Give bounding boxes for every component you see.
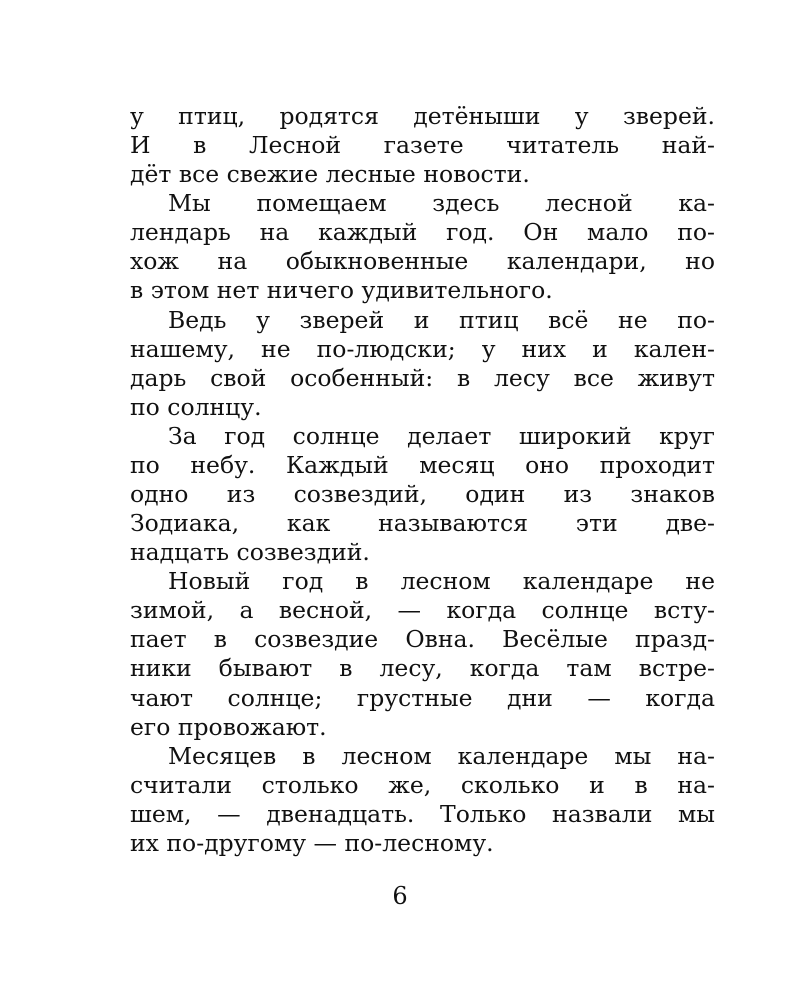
text-line: пает в созвездие Овна. Весёлые празд-: [130, 625, 715, 653]
page-number: 6: [392, 882, 408, 910]
paragraph-first-line: Мы помещаем здесь лесной ка-: [168, 189, 715, 217]
text-line: лендарь на каждый год. Он мало по-: [130, 218, 715, 246]
text-line: зимой, а весной, — когда солнце всту-: [130, 596, 715, 624]
text-line: его провожают.: [130, 713, 327, 741]
text-line: по солнцу.: [130, 393, 262, 421]
text-line: И в Лесной газете читатель най-: [130, 131, 715, 159]
paragraph-first-line: Новый год в лесном календаре не: [168, 567, 715, 595]
text-line: надцать созвездий.: [130, 538, 370, 566]
text-line: в этом нет ничего удивительного.: [130, 276, 553, 304]
paragraph-first-line: За год солнце делает широкий круг: [168, 422, 715, 450]
text-line: по небу. Каждый месяц оно проходит: [130, 451, 715, 479]
text-line: хож на обыкновенные календари, но: [130, 247, 715, 275]
text-line: Зодиака, как называются эти две-: [130, 509, 715, 537]
text-line: их по-другому — по-лесному.: [130, 829, 494, 857]
text-line: чают солнце; грустные дни — когда: [130, 684, 715, 712]
text-line: шем, — двенадцать. Только назвали мы: [130, 800, 715, 828]
paragraph-first-line: Месяцев в лесном календаре мы на-: [168, 742, 715, 770]
text-line: дарь свой особенный: в лесу все живут: [130, 364, 715, 392]
text-line: нашему, не по-людски; у них и кален-: [130, 335, 715, 363]
text-line: у птиц, родятся детёныши у зверей.: [130, 102, 715, 130]
paragraph-first-line: Ведь у зверей и птиц всё не по-: [168, 306, 715, 334]
text-line: дёт все свежие лесные новости.: [130, 160, 530, 188]
text-line: одно из созвездий, один из знаков: [130, 480, 715, 508]
text-line: ники бывают в лесу, когда там встре-: [130, 654, 715, 682]
text-line: считали столько же, сколько и в на-: [130, 771, 715, 799]
